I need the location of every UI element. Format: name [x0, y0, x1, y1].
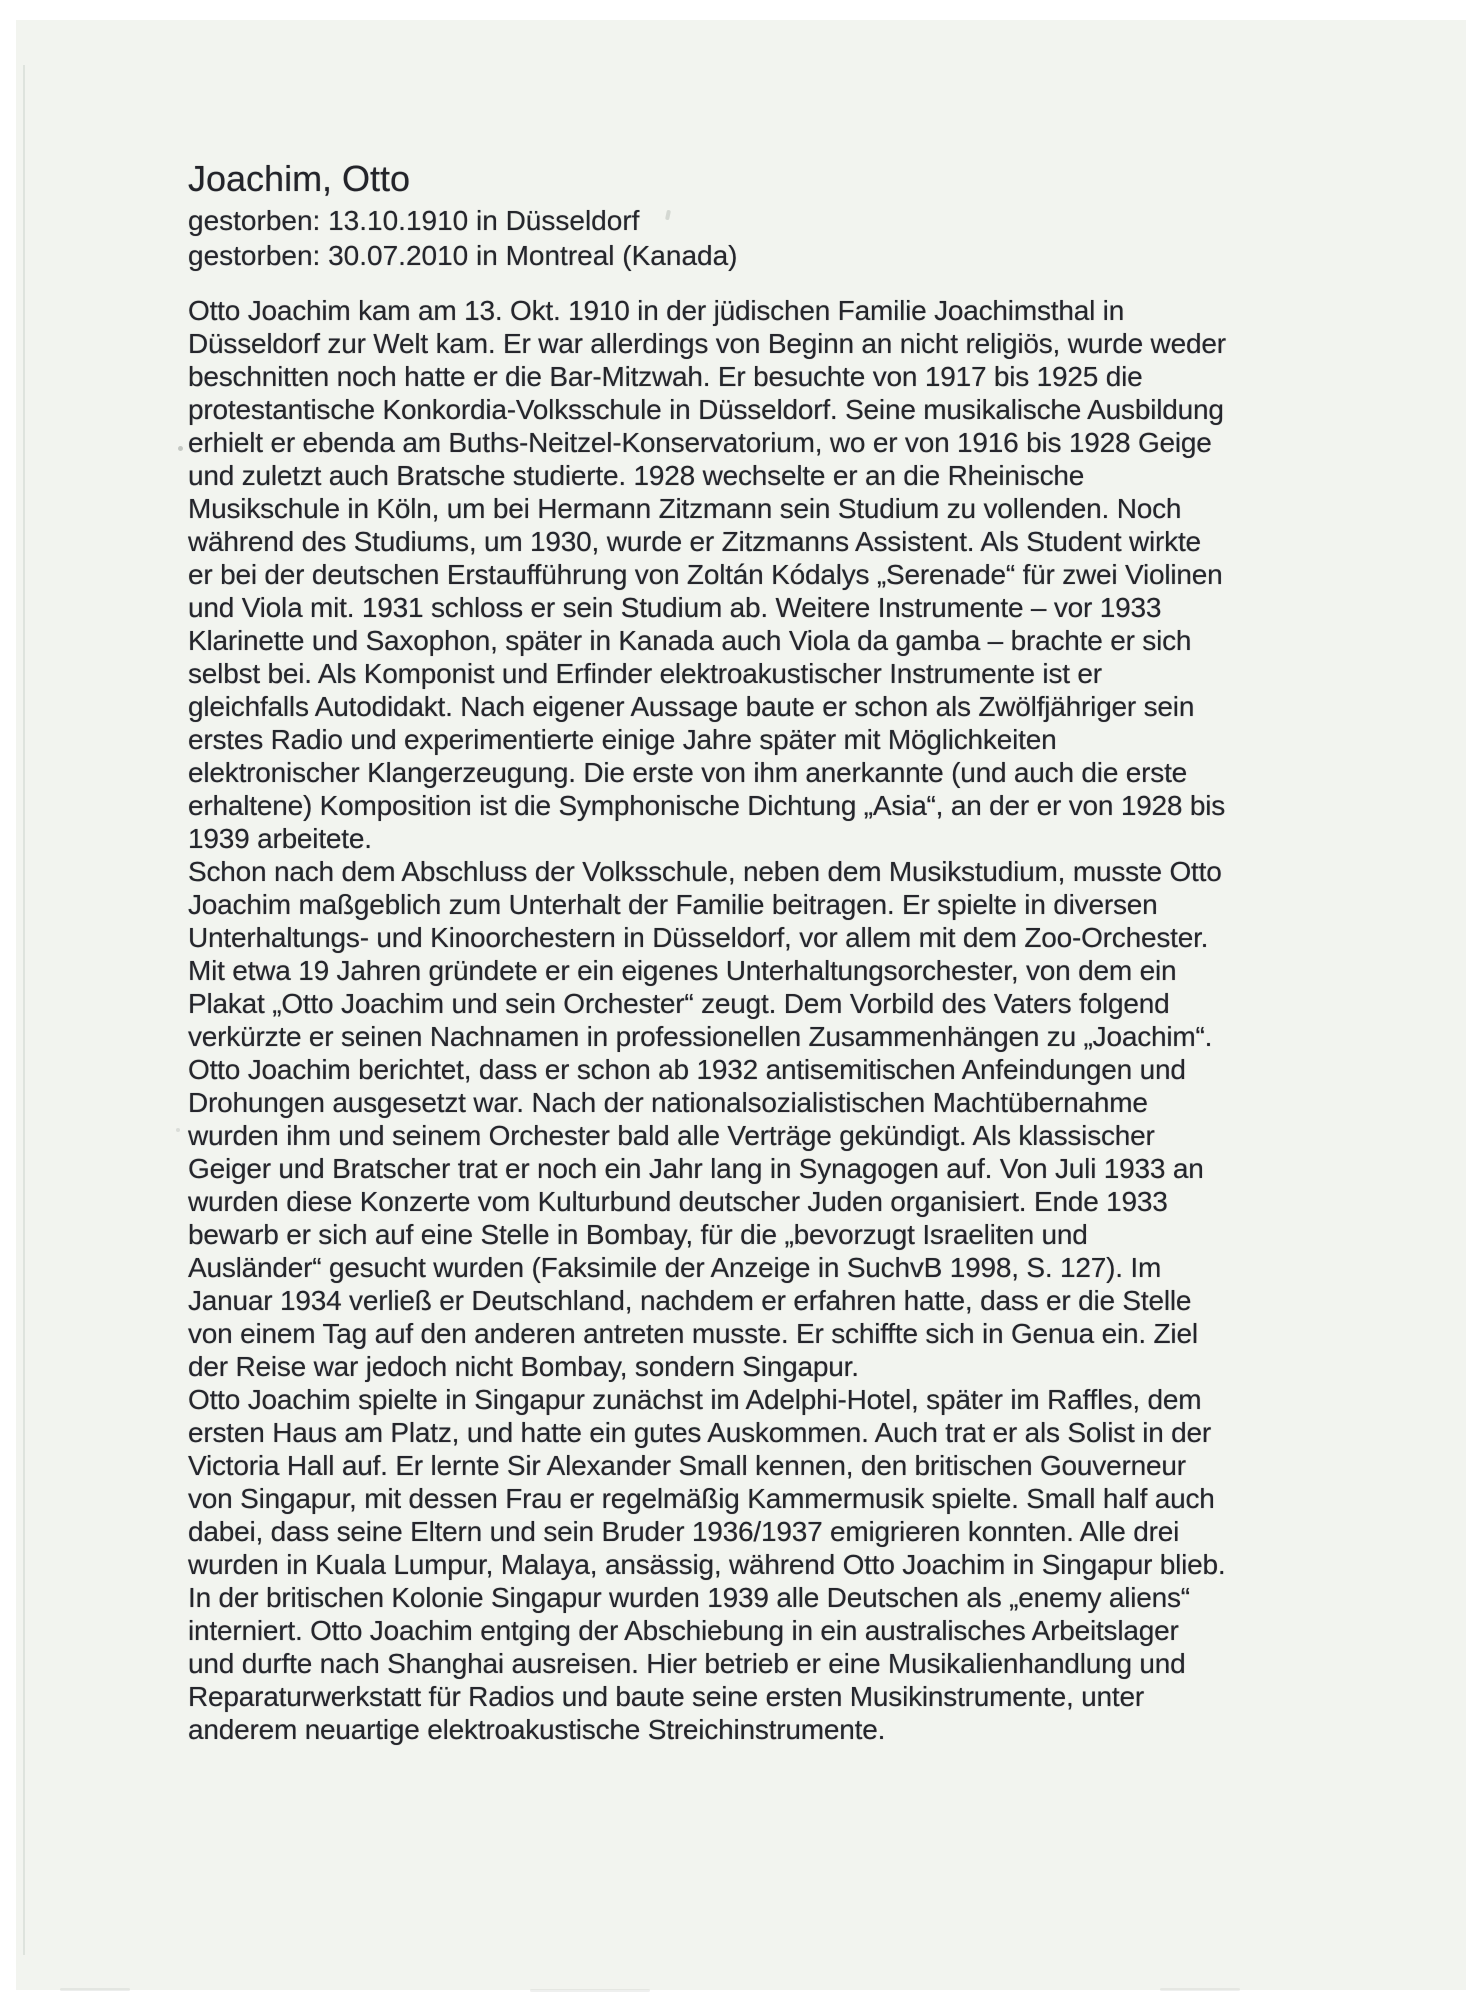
text-line: Mit etwa 19 Jahren gründete er ein eigenes Unterhaltungsorchester, von dem ein: [188, 955, 1177, 986]
text-line: der Reise war jedoch nicht Bombay, sondern Singapur.: [188, 1351, 859, 1382]
text-line: er bei der deutschen Erstaufführung von Zoltán Kódalys „Serenade“ für zwei Violinen: [188, 559, 1223, 590]
text-line: verkürzte er seinen Nachnamen in professionellen Zusammenhängen zu „Joachim“.: [188, 1021, 1213, 1052]
biography-text: [188, 294, 1226, 1746]
scan-speck: [178, 446, 183, 451]
meta-line: gestorben: 30.07.2010 in Montreal (Kanada): [188, 240, 738, 271]
text-line: Joachim maßgeblich zum Unterhalt der Familie beitragen. Er spielte in diversen: [188, 889, 1158, 920]
text-line: Klarinette und Saxophon, später in Kanada auch Viola da gamba – brachte er sich: [188, 625, 1192, 656]
text-line: und Viola mit. 1931 schloss er sein Studium ab. Weitere Instrumente – vor 1933: [188, 592, 1162, 623]
text-line: und durfte nach Shanghai ausreisen. Hier betrieb er eine Musikalienhandlung und: [188, 1648, 1186, 1679]
text-line: interniert. Otto Joachim entging der Abschiebung in ein australisches Arbeitslager: [188, 1615, 1179, 1646]
text-line: von einem Tag auf den anderen antreten musste. Er schiffte sich in Genua ein. Ziel: [188, 1318, 1198, 1349]
text-line: Drohungen ausgesetzt war. Nach der nationalsozialistischen Machtübernahme: [188, 1087, 1148, 1118]
text-line: anderem neuartige elektroakustische Streichinstrumente.: [188, 1714, 886, 1745]
text-line: In der britischen Kolonie Singapur wurden 1939 alle Deutschen als „enemy aliens“: [188, 1582, 1190, 1613]
text-line: Otto Joachim kam am 13. Okt. 1910 in der jüdischen Familie Joachimsthal in: [188, 295, 1125, 326]
text-line: Schon nach dem Abschluss der Volksschule, neben dem Musikstudium, musste Otto: [188, 856, 1222, 887]
text-line: gleichfalls Autodidakt. Nach eigener Aussage baute er schon als Zwölfjähriger sein: [188, 691, 1195, 722]
text-line: Victoria Hall auf. Er lernte Sir Alexander Small kennen, den britischen Gouverneur: [188, 1450, 1186, 1481]
text-line: beschnitten noch hatte er die Bar-Mitzwah. Er besuchte von 1917 bis 1925 die: [188, 361, 1143, 392]
text-line: Januar 1934 verließ er Deutschland, nachdem er erfahren hatte, dass er die Stelle: [188, 1285, 1192, 1316]
text-line: und zuletzt auch Bratsche studierte. 1928 wechselte er an die Rheinische: [188, 460, 1085, 491]
text-line: ersten Haus am Platz, und hatte ein gutes Auskommen. Auch trat er als Solist in der: [188, 1417, 1212, 1448]
text-line: von Singapur, mit dessen Frau er regelmäßig Kammermusik spielte. Small half auch: [188, 1483, 1215, 1514]
text-line: erhaltene) Komposition ist die Symphonische Dichtung „Asia“, an der er von 1928 bis: [188, 790, 1226, 821]
text-line: wurden in Kuala Lumpur, Malaya, ansässig, während Otto Joachim in Singapur blieb.: [188, 1549, 1226, 1580]
text-line: selbst bei. Als Komponist und Erfinder elektroakustischer Instrumente ist er: [188, 658, 1102, 689]
meta-line: gestorben: 13.10.1910 in Düsseldorf: [188, 205, 640, 236]
text-line: Otto Joachim spielte in Singapur zunächst im Adelphi-Hotel, später im Raffles, dem: [188, 1384, 1202, 1415]
text-line: erhielt er ebenda am Buths-Neitzel-Konservatorium, wo er von 1916 bis 1928 Geige: [188, 427, 1212, 458]
text-line: bewarb er sich auf eine Stelle in Bombay, für die „bevorzugt Israeliten und: [188, 1219, 1088, 1250]
text-line: Musikschule in Köln, um bei Hermann Zitzmann sein Studium zu vollenden. Noch: [188, 493, 1182, 524]
text-line: Otto Joachim berichtet, dass er schon ab 1932 antisemitischen Anfeindungen und: [188, 1054, 1186, 1085]
text-line: elektronischer Klangerzeugung. Die erste von ihm anerkannte (und auch die erste: [188, 757, 1188, 788]
page-title: Joachim, Otto: [188, 158, 411, 199]
text-line: Reparaturwerkstatt für Radios und baute seine ersten Musikinstrumente, unter: [188, 1681, 1144, 1712]
text-line: protestantische Konkordia-Volksschule in Düsseldorf. Seine musikalische Ausbildung: [188, 394, 1224, 425]
text-line: erstes Radio und experimentierte einige Jahre später mit Möglichkeiten: [188, 724, 1057, 755]
text-line: Unterhaltungs- und Kinoorchestern in Düsseldorf, vor allem mit dem Zoo-Orchester.: [188, 922, 1209, 953]
scan-speck: [1160, 1988, 1240, 1991]
text-line: 1939 arbeitete.: [188, 823, 372, 854]
text-line: während des Studiums, um 1930, wurde er Zitzmanns Assistent. Als Student wirkte: [188, 526, 1201, 557]
text-line: wurden ihm und seinem Orchester bald alle Verträge gekündigt. Als klassischer: [188, 1120, 1155, 1151]
scan-edge-artifact: [23, 65, 25, 1955]
text-line: wurden diese Konzerte vom Kulturbund deutscher Juden organisiert. Ende 1933: [188, 1186, 1168, 1217]
text-line: dabei, dass seine Eltern und sein Bruder 1936/1937 emigrieren konnten. Alle drei: [188, 1516, 1180, 1547]
scan-speck: [60, 1988, 130, 1991]
scan-speck: [530, 1989, 650, 1992]
scan-speck: [176, 1128, 180, 1132]
death-birth-meta-lines: [188, 203, 738, 273]
text-line: Geiger und Bratscher trat er noch ein Jahr lang in Synagogen auf. Von Juli 1933 an: [188, 1153, 1204, 1184]
text-line: Plakat „Otto Joachim und sein Orchester“ zeugt. Dem Vorbild des Vaters folgend: [188, 988, 1170, 1019]
text-line: Ausländer“ gesucht wurden (Faksimile der Anzeige in SuchvB 1998, S. 127). Im: [188, 1252, 1162, 1283]
text-line: Düsseldorf zur Welt kam. Er war allerdings von Beginn an nicht religiös, wurde weder: [188, 328, 1226, 359]
